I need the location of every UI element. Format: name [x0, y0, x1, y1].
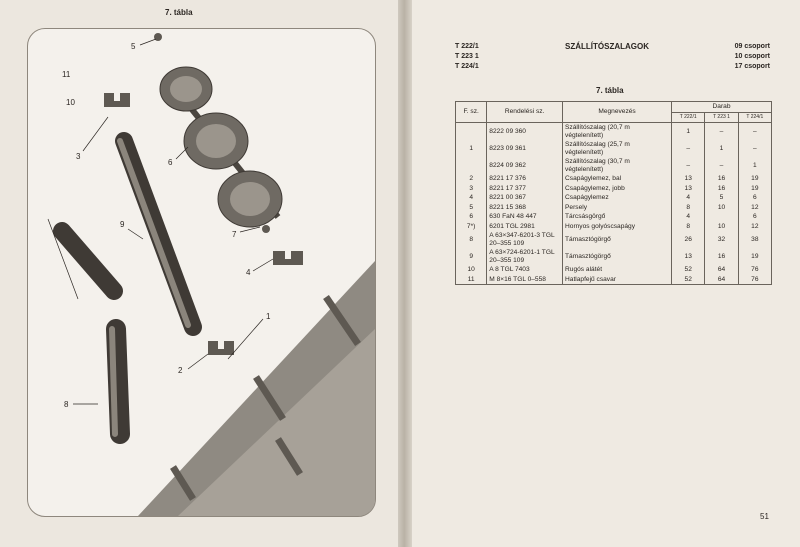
table-row: [456, 140, 772, 157]
cell-order: 630 FaN 48 447: [487, 212, 563, 222]
cell-fsz: 2: [456, 174, 487, 184]
cell-name: Rugós alátét: [563, 265, 672, 275]
right-table-caption: 7. tábla: [596, 86, 624, 95]
cell-fsz: 8: [456, 231, 487, 248]
header-sub: T 224/1: [738, 112, 771, 123]
long-support-roller-highlight: [120, 141, 188, 325]
group-code: 17 csoport: [734, 63, 770, 70]
callout-6: 6: [168, 158, 173, 167]
cell-fsz: [456, 123, 487, 141]
cell-quantity: 4: [672, 212, 705, 222]
cell-quantity: 76: [738, 275, 771, 285]
cell-fsz: [456, 157, 487, 174]
page-title: SZÁLLÍTÓSZALAGOK: [565, 42, 649, 51]
cell-order: 8221 15 368: [487, 203, 563, 213]
cell-order: 8222 09 360: [487, 123, 563, 141]
table-row: [456, 248, 772, 265]
cell-fsz: 3: [456, 184, 487, 194]
cell-quantity: –: [672, 140, 705, 157]
group-codes: [735, 42, 770, 72]
callout-1: 1: [266, 312, 271, 321]
header-sub: T 222/1: [672, 112, 705, 123]
cell-fsz: 5: [456, 203, 487, 213]
model-code: T 224/1: [455, 63, 479, 70]
cell-quantity: 38: [738, 231, 771, 248]
cell-order: 8223 09 361: [487, 140, 563, 157]
left-table-caption: 7. tábla: [165, 8, 193, 17]
model-code: T 222/1: [455, 43, 479, 50]
cell-name: Támasztógörgő: [563, 231, 672, 248]
disc-roller-hub: [196, 124, 236, 158]
callout-7: 7: [232, 230, 237, 239]
cell-order: 6201 TGL 2981: [487, 222, 563, 232]
cell-quantity: 13: [672, 248, 705, 265]
cell-quantity: 1: [705, 140, 738, 157]
bushing: [154, 33, 162, 41]
cell-quantity: 64: [705, 265, 738, 275]
cell-fsz: 10: [456, 265, 487, 275]
callout-10: 10: [66, 98, 75, 107]
cell-quantity: 5: [705, 193, 738, 203]
page-number: 51: [760, 512, 769, 521]
callout-2: 2: [178, 366, 183, 375]
cell-name: Csapágylemez, bal: [563, 174, 672, 184]
cell-name: Csapágylemez, jobb: [563, 184, 672, 194]
bushing: [262, 225, 270, 233]
cell-quantity: –: [738, 123, 771, 141]
table-row: [456, 212, 772, 222]
parts-table: [455, 101, 772, 285]
cell-quantity: –: [672, 157, 705, 174]
cell-quantity: 8: [672, 222, 705, 232]
table-row: [456, 231, 772, 248]
cell-fsz: 11: [456, 275, 487, 285]
callout-4: 4: [246, 268, 251, 277]
table-row: [456, 203, 772, 213]
cell-quantity: 16: [705, 174, 738, 184]
cell-quantity: 19: [738, 184, 771, 194]
cell-fsz: 9: [456, 248, 487, 265]
cell-order: 8221 00 367: [487, 193, 563, 203]
cell-order: 8221 17 377: [487, 184, 563, 194]
model-code: T 223 1: [455, 53, 479, 60]
cell-quantity: 52: [672, 265, 705, 275]
cell-quantity: [705, 212, 738, 222]
cell-order: M 8×16 TGL 0–558: [487, 275, 563, 285]
bearing-plate: [208, 341, 234, 355]
disc-roller-hub: [170, 76, 202, 102]
cell-quantity: 13: [672, 174, 705, 184]
group-code: 10 csoport: [734, 53, 770, 60]
cell-name: Szállítószalag (25,7 m végtelenített): [563, 140, 672, 157]
long-support-roller: [124, 141, 193, 327]
disc-roller-hub: [230, 182, 270, 216]
short-support-roller: [62, 231, 114, 291]
cell-order: 8224 09 362: [487, 157, 563, 174]
left-page: [0, 0, 398, 547]
cell-quantity: –: [738, 140, 771, 157]
header-sub: T 223 1: [705, 112, 738, 123]
book-gutter: [398, 0, 412, 547]
cell-fsz: 1: [456, 140, 487, 157]
cell-name: Szállítószalag (20,7 m végtelenített): [563, 123, 672, 141]
cell-quantity: 13: [672, 184, 705, 194]
cell-quantity: 32: [705, 231, 738, 248]
cell-quantity: 6: [738, 193, 771, 203]
cell-name: Hornyos golyóscsapágy: [563, 222, 672, 232]
cell-name: Szállítószalag (30,7 m végtelenített): [563, 157, 672, 174]
cell-quantity: 12: [738, 203, 771, 213]
conveyor-belt-surface: [178, 329, 375, 516]
drawing-svg: [28, 29, 375, 516]
bearing-plate: [104, 93, 130, 107]
cell-name: Persely: [563, 203, 672, 213]
cell-quantity: –: [705, 157, 738, 174]
cell-quantity: 6: [738, 212, 771, 222]
callout-9: 9: [120, 220, 125, 229]
cell-quantity: 12: [738, 222, 771, 232]
table-row: [456, 184, 772, 194]
cell-fsz: 4: [456, 193, 487, 203]
cell-quantity: 1: [672, 123, 705, 141]
cell-quantity: 10: [705, 222, 738, 232]
header-name: Megnevezés: [563, 102, 672, 123]
cell-quantity: 8: [672, 203, 705, 213]
callout-8: 8: [64, 400, 69, 409]
group-code: 09 csoport: [734, 43, 770, 50]
cell-quantity: 19: [738, 174, 771, 184]
table-row: [456, 222, 772, 232]
table-row: [456, 174, 772, 184]
callout-3: 3: [76, 152, 81, 161]
cell-name: Tárcsásgörgő: [563, 212, 672, 222]
cell-name: Csapágylemez: [563, 193, 672, 203]
cell-order: A 63×347-6201-3 TGL 20–355 109: [487, 231, 563, 248]
cell-quantity: 1: [738, 157, 771, 174]
header-darab: Darab: [672, 102, 772, 113]
table-row: [456, 275, 772, 285]
cell-quantity: 76: [738, 265, 771, 275]
cell-quantity: 16: [705, 248, 738, 265]
cell-order: 8221 17 376: [487, 174, 563, 184]
cell-quantity: 19: [738, 248, 771, 265]
table-row: [456, 157, 772, 174]
cell-name: Hatlapfejű csavar: [563, 275, 672, 285]
parts-table-body: [456, 123, 772, 285]
cell-quantity: –: [705, 123, 738, 141]
bearing-plate: [273, 251, 303, 265]
exploded-drawing: [27, 28, 376, 517]
table-row: [456, 123, 772, 141]
cell-name: Támasztógörgő: [563, 248, 672, 265]
cell-quantity: 64: [705, 275, 738, 285]
cell-fsz: 7*): [456, 222, 487, 232]
cell-quantity: 10: [705, 203, 738, 213]
header-order: Rendelési sz.: [487, 102, 563, 123]
table-row: [456, 265, 772, 275]
cell-order: A 63×724-6201-1 TGL 20–355 109: [487, 248, 563, 265]
cell-fsz: 6: [456, 212, 487, 222]
callout-5: 5: [131, 42, 136, 51]
cell-quantity: 26: [672, 231, 705, 248]
model-codes: [455, 42, 479, 72]
short-support-roller-highlight: [112, 329, 115, 434]
cell-quantity: 16: [705, 184, 738, 194]
cell-quantity: 4: [672, 193, 705, 203]
cell-order: A 8 TGL 7403: [487, 265, 563, 275]
cell-quantity: 52: [672, 275, 705, 285]
table-row: [456, 193, 772, 203]
header-fsz: F. sz.: [456, 102, 487, 123]
callout-11: 11: [62, 70, 71, 79]
